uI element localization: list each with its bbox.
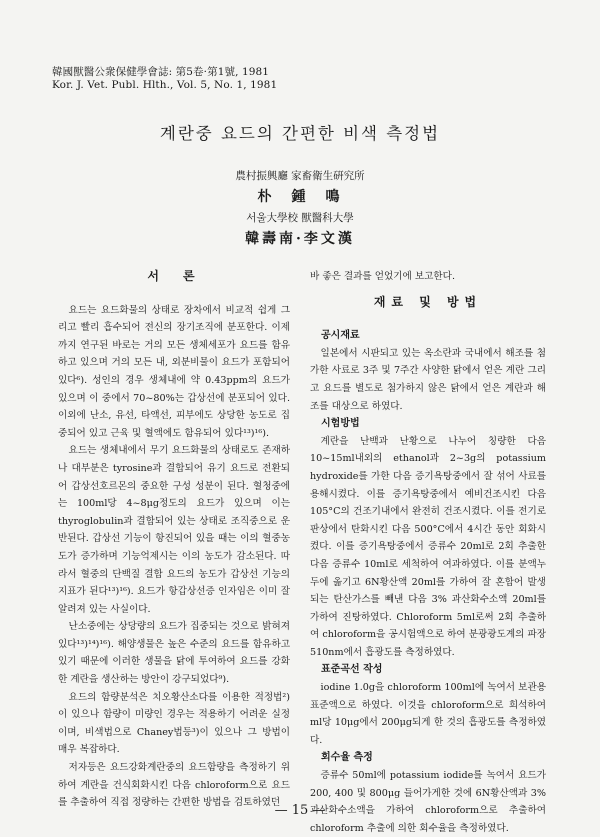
- subheading-materials: 공시재료: [321, 330, 360, 342]
- subheading-test-method: 시험방법: [321, 418, 360, 430]
- subheading-standard-curve: 표준곡선 작성: [321, 664, 383, 676]
- journal-header-korean: 韓國獸醫公衆保健學會誌: 第5卷·第1號, 1981: [52, 66, 270, 78]
- left-column: [58, 268, 290, 812]
- subheading-recovery: 회수율 측정: [321, 752, 373, 764]
- affiliation-1: 農村振興廳 家畜衛生硏究所: [235, 170, 365, 182]
- page-number: — 15 —: [274, 803, 326, 818]
- journal-header-english: Kor. J. Vet. Publ. Hlth., Vol. 5, No. 1, 1981: [52, 79, 278, 91]
- paper-title: 계란중 요드의 간편한 비색 측정법: [159, 124, 441, 143]
- right-column: [310, 268, 546, 837]
- intro-paragraph-4: 요드의 함량분석은 치오황산소다를 이용한 적정법²)이 있으나 함량이 미량인 경우는 적용하기 어려운 실정이며, 비색법으로 Chaney법등³)이 있으나 그 방법이 매우 복잡하다.: [58, 691, 290, 756]
- author-2: 韓壽南·李文漢: [245, 231, 355, 247]
- intro-paragraph-1: 요드는 요드화물의 상태로 장차에서 비교적 쉽게 그리고 빨리 흡수되어 전신의 장기조직에 분포한다. 이제까지 연구된 바로는 거의 모든 생체세포가 요드를 함유하고 있으며 거의 모든 내, 외분비물이 요드가 포함되어 있다⁶). 성인의 경우 생체내에 약 0.43ppm의 요드가 있으며 이 중에서 70~80%는 갑상선에 분포되어 있다. 이외에 난소, 유선, 타액선, 피부에도 상당한 농도로 집중되어 있고 근육 및 혈액에도 함유되어 있다¹³)¹⁶).: [58, 304, 290, 439]
- section-heading-introduction: 서 론: [147, 269, 201, 283]
- materials-paragraph: 일본에서 시판되고 있는 옥소란과 국내에서 해조를 첨가한 사료로 3주 및 7주간 사양한 닭에서 얻은 계란 그리고 요드를 별도로 첨가하지 않은 닭에서 얻은 계란과 해조를 대상으로 하였다.: [310, 347, 546, 412]
- method-paragraph: 계란을 난백과 난황으로 나누어 칭량한 다음 10~15ml내외의 ethanol과 2~3g의 potassium hydroxide를 가한 다음 증기욕탕중에서 잘 섞어 사료를 용해시켰다. 이를 증기욕탕중에서 예비건조시킨 다음 105°C의 건조기내에서 완전히 건조시켰다. 이를 전기로판상에서 탄화시킨 다음 500°C에서 4시간 동안 회화시켰다. 이를 증기욕탕중에서 증류수 20ml로 2회 추출한 다음 증류수 10ml로 세척하여 여과하였다. 이를 분액누두에 옮기고 6N황산액 20ml를 가하여 잘 혼합어 발생되는 탄산가스를 빼낸 다음 3% 과산화수소액 20ml를 가하여 진탕하였다. Chloroform 5ml로써 2회 추출하여 chloroform을 공시험액으로 하여 분광광도계의 파장 510nm에서 흡광도를 측정하였다.: [310, 435, 546, 658]
- recovery-paragraph: 증류수 50ml에 potassium iodide를 녹여서 요드가 200, 400 및 800μg 들어가게한 것에 6N황산액과 3%과산화수소액을 가하여 chloroform으로 추출하여 chloroform 추출에 의한 회수율을 측정하였다.: [310, 770, 546, 834]
- intro-paragraph-2: 요드는 생체내에서 무기 요드화물의 상태로도 존재하나 대부분은 tyrosine과 결합되어 유기 요드로 전환되어 갑상선호르몬의 중요한 구성 성분이 된다. 혈청중에는 100ml당 4~8μg정도의 요드가 있으며 이는 thyroglobulin과 결합되어 있는 상태로 조직중으로 운반된다. 갑상선 기능이 항진되어 있을 때는 이의 혈중농도가 증가하며 기능억제시는 이의 농도가 감소된다. 따라서 혈중의 단백질 결합 요드의 농도가 갑상선 기능의 지표가 된다¹³)¹⁶). 요드가 항갑상선증 인자임은 이미 잘 알려져 있는 사실이다.: [58, 445, 290, 615]
- intro-paragraph-5: 저자등은 요드강화계란중의 요드함량을 측정하기 위하여 계란을 건식회화시킨 다음 chloroform으로 요드를 추출하여 직접 정량하는 간편한 방법을 검토하였던: [58, 762, 290, 809]
- intro-paragraph-3: 난소중에는 상당량의 요드가 집중되는 것으로 밝혀져 있다¹³)¹⁴)¹⁶). 해양생물은 높은 수준의 요드를 함유하고 있기 때문에 이러한 생물을 닭에 투여하여 요드를 강화한 계란을 생산하는 방안이 강구되었다⁹).: [58, 621, 290, 686]
- standard-curve-paragraph: iodine 1.0g을 chloroform 100ml에 녹여서 보관용표준액으로 하였다. 이것을 chloroform으로 희석하여 ml당 10μg에서 200μg되게 한 것의 흡광도를 측정하였다.: [310, 682, 546, 746]
- affiliation-2: 서울大學校 獸醫科大學: [246, 212, 354, 224]
- section-heading-methods: 재료 및 방법: [373, 294, 483, 309]
- journal-header: [52, 66, 277, 92]
- intro-continuation: 바 좋은 결과를 얻었기에 보고한다.: [310, 271, 455, 282]
- author-1: 朴 鍾 鳴: [257, 189, 343, 205]
